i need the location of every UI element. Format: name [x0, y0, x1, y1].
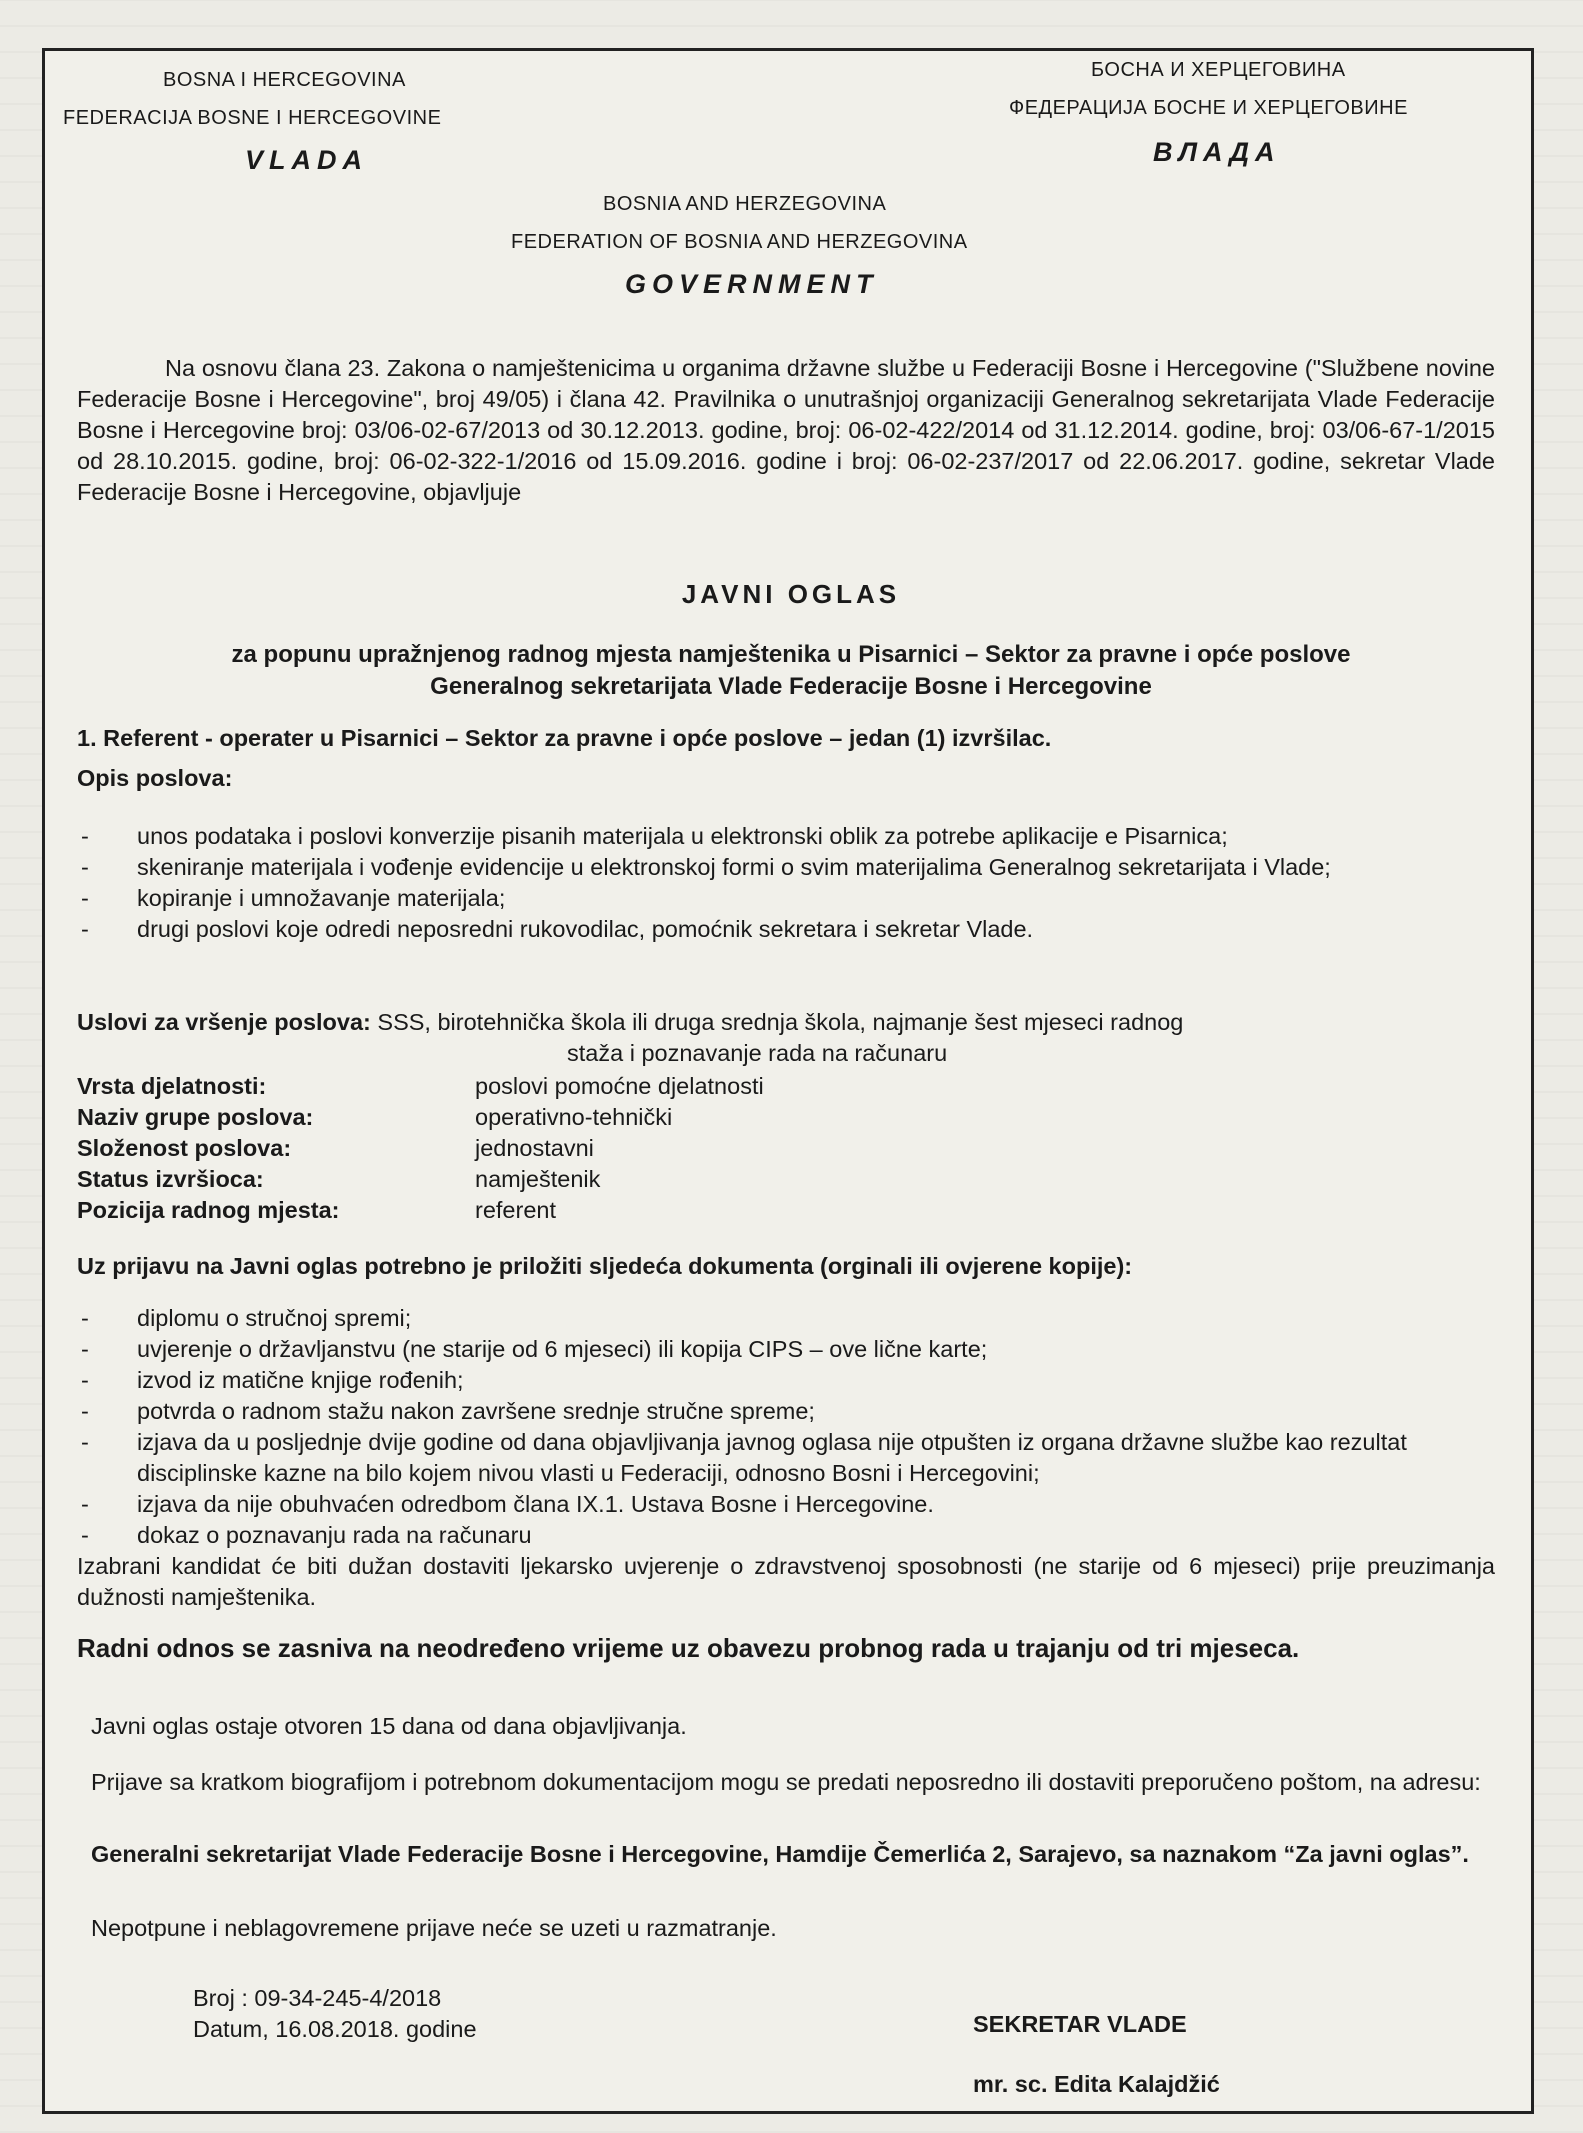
header-left-federation: FEDERACIJA BOSNE I HERCEGOVINE — [63, 107, 442, 129]
document-number: Broj : 09-34-245-4/2018 — [193, 1985, 442, 2011]
list-item: - izvod iz matične knjige rođenih; — [77, 1365, 1495, 1396]
open-period-note: Javni oglas ostaje otvoren 15 dana od dana objavljivanja. — [91, 1713, 687, 1739]
incomplete-applications-note: Nepotpune i neblagovremene prijave neće se uzeti u razmatranje. — [91, 1915, 777, 1941]
detail-label: Vrsta djelatnosti: — [77, 1073, 267, 1099]
detail-label: Pozicija radnog mjesta: — [77, 1197, 340, 1223]
duties-heading: Opis poslova: — [77, 765, 233, 791]
list-item: - dokaz o poznavanju rada na računaru — [77, 1520, 1495, 1551]
list-item: - potvrda o radnom stažu nakon završene srednje stručne spreme; — [77, 1396, 1495, 1427]
conditions-text-continued: staža i poznavanje rada na računaru — [567, 1040, 948, 1066]
list-item: - skeniranje materijala i vođenje evidencije u elektronskoj formi o svim materijalima Generalnog sekretarijata i Vlade; — [77, 852, 1495, 883]
header-left-government: VLADA — [245, 145, 368, 175]
employment-note: Radni odnos se zasniva na neodređeno vrijeme uz obavezu probnog rada u trajanju od tri mjeseca. — [77, 1633, 1300, 1663]
conditions-text: SSS, birotehnička škola ili druga srednja škola, najmanje šest mjeseci radnog — [377, 1009, 1184, 1035]
list-item: - izjava da u posljednje dvije godine od dana objavljivanja javnog oglasa nije otpušten iz organa državne službe kao rezultat disciplinske kazne na bilo kojem nivou vlasti u Federaciji, odnosno Bosni i Hercegovini; — [77, 1427, 1495, 1489]
list-item: - diplomu o stručnoj spremi; — [77, 1303, 1495, 1334]
notice-subtitle-line2: Generalnog sekretarijata Vlade Federacije Bosne i Hercegovine — [430, 673, 1152, 700]
conditions-line — [77, 1007, 1183, 1038]
intro-paragraph — [77, 353, 1495, 508]
signer-name: mr. sc. Edita Kalajdžić — [973, 2071, 1220, 2097]
detail-value: namještenik — [475, 1166, 601, 1192]
detail-value: poslovi pomoćne djelatnosti — [475, 1073, 764, 1099]
documents-heading: Uz prijavu na Javni oglas potrebno je priložiti sljedeća dokumenta (orginali ili ovjerene kopije): — [77, 1253, 1133, 1279]
detail-row — [77, 1164, 764, 1195]
notice-subtitle-line1: za popunu upražnjenog radnog mjesta namještenika u Pisarnici – Sektor za pravne i opće poslove — [231, 641, 1351, 668]
detail-row — [77, 1071, 764, 1102]
duties-list — [77, 821, 1495, 945]
detail-row — [77, 1195, 764, 1226]
conditions-label: Uslovi za vršenje poslova: — [77, 1009, 371, 1035]
intro-text: Na osnovu člana 23. Zakona o namještenicima u organima državne službe u Federaciji Bosne i Hercegovine ("Službene novine Federacije Bosne i Hercegovine", broj 49/05) i člana 42. Pravilnika o unutrašnjoj organizaciji Generalnog sekretarijata Vlade Federacije Bosne i Hercegovine broj: 03/06-02-67/2013 od 30.12.2013. godine, broj: 06-02-422/2014 od 31.12.2014. godine, broj: 03/06-67-1/2015 od 28.10.2015. godine, broj: 06-02-322-1/2016 od 15.09.2016. godine i broj: 06-02-237/2017 od 22.06.2017. godine, sekretar Vlade Federacije Bosne i Hercegovine, objavljuje — [77, 355, 1495, 505]
public-notice-frame — [42, 48, 1534, 2114]
detail-row — [77, 1102, 764, 1133]
notice-title: JAVNI OGLAS — [681, 579, 901, 609]
document-date: Datum, 16.08.2018. godine — [193, 2016, 477, 2042]
submission-note: Prijave sa kratkom biografijom i potrebnom dokumentacijom mogu se predati neposredno ili dostaviti preporučeno poštom, na adresu: — [91, 1769, 1481, 1795]
detail-row — [77, 1133, 764, 1164]
header-center-government: GOVERNMENT — [625, 269, 879, 299]
list-item: - kopiranje i umnožavanje materijala; — [77, 883, 1495, 914]
detail-label: Složenost poslova: — [77, 1135, 292, 1161]
list-item: - drugi poslovi koje odredi neposredni rukovodilac, pomoćnik sekretara i sekretar Vlade. — [77, 914, 1495, 945]
signer-title: SEKRETAR VLADE — [973, 2011, 1187, 2037]
position-details — [77, 1071, 764, 1226]
header-right-country: БОСНА И ХЕРЦЕГОВИНА — [1091, 59, 1346, 81]
detail-value: operativno-tehnički — [475, 1104, 673, 1130]
header-right-federation: ФЕДЕРАЦИЈА БОСНЕ И ХЕРЦЕГОВИНЕ — [1009, 97, 1408, 119]
detail-value: referent — [475, 1197, 556, 1223]
submission-address: Generalni sekretarijat Vlade Federacije Bosne i Hercegovine, Hamdije Čemerlića 2, Sarajevo, sa naznakom “Za javni oglas”. — [91, 1841, 1469, 1867]
documents-list — [77, 1303, 1495, 1551]
header-right-government: ВЛАДА — [1153, 137, 1281, 167]
list-item: - unos podataka i poslovi konverzije pisanih materijala u elektronski oblik za potrebe aplikacije e Pisarnica; — [77, 821, 1495, 852]
list-item: - uvjerenje o državljanstvu (ne starije od 6 mjeseci) ili kopija CIPS – ove lične karte; — [77, 1334, 1495, 1365]
list-item: - izjava da nije obuhvaćen odredbom člana IX.1. Ustava Bosne i Hercegovine. — [77, 1489, 1495, 1520]
position-heading: 1. Referent - operater u Pisarnici – Sektor za pravne i opće poslove – jedan (1) izvršilac. — [77, 725, 1052, 751]
header-center-country: BOSNIA AND HERZEGOVINA — [603, 193, 887, 215]
header-left-country: BOSNA I HERCEGOVINA — [163, 69, 406, 91]
detail-value: jednostavni — [475, 1135, 594, 1161]
medical-note: Izabrani kandidat će biti dužan dostaviti ljekarsko uvjerenje o zdravstvenoj sposobnosti (ne starije od 6 mjeseci) prije preuzimanja dužnosti namještenika. — [77, 1553, 1495, 1610]
detail-label: Status izvršioca: — [77, 1166, 264, 1192]
header-center-federation: FEDERATION OF BOSNIA AND HERZEGOVINA — [511, 231, 968, 253]
detail-label: Naziv grupe poslova: — [77, 1104, 314, 1130]
